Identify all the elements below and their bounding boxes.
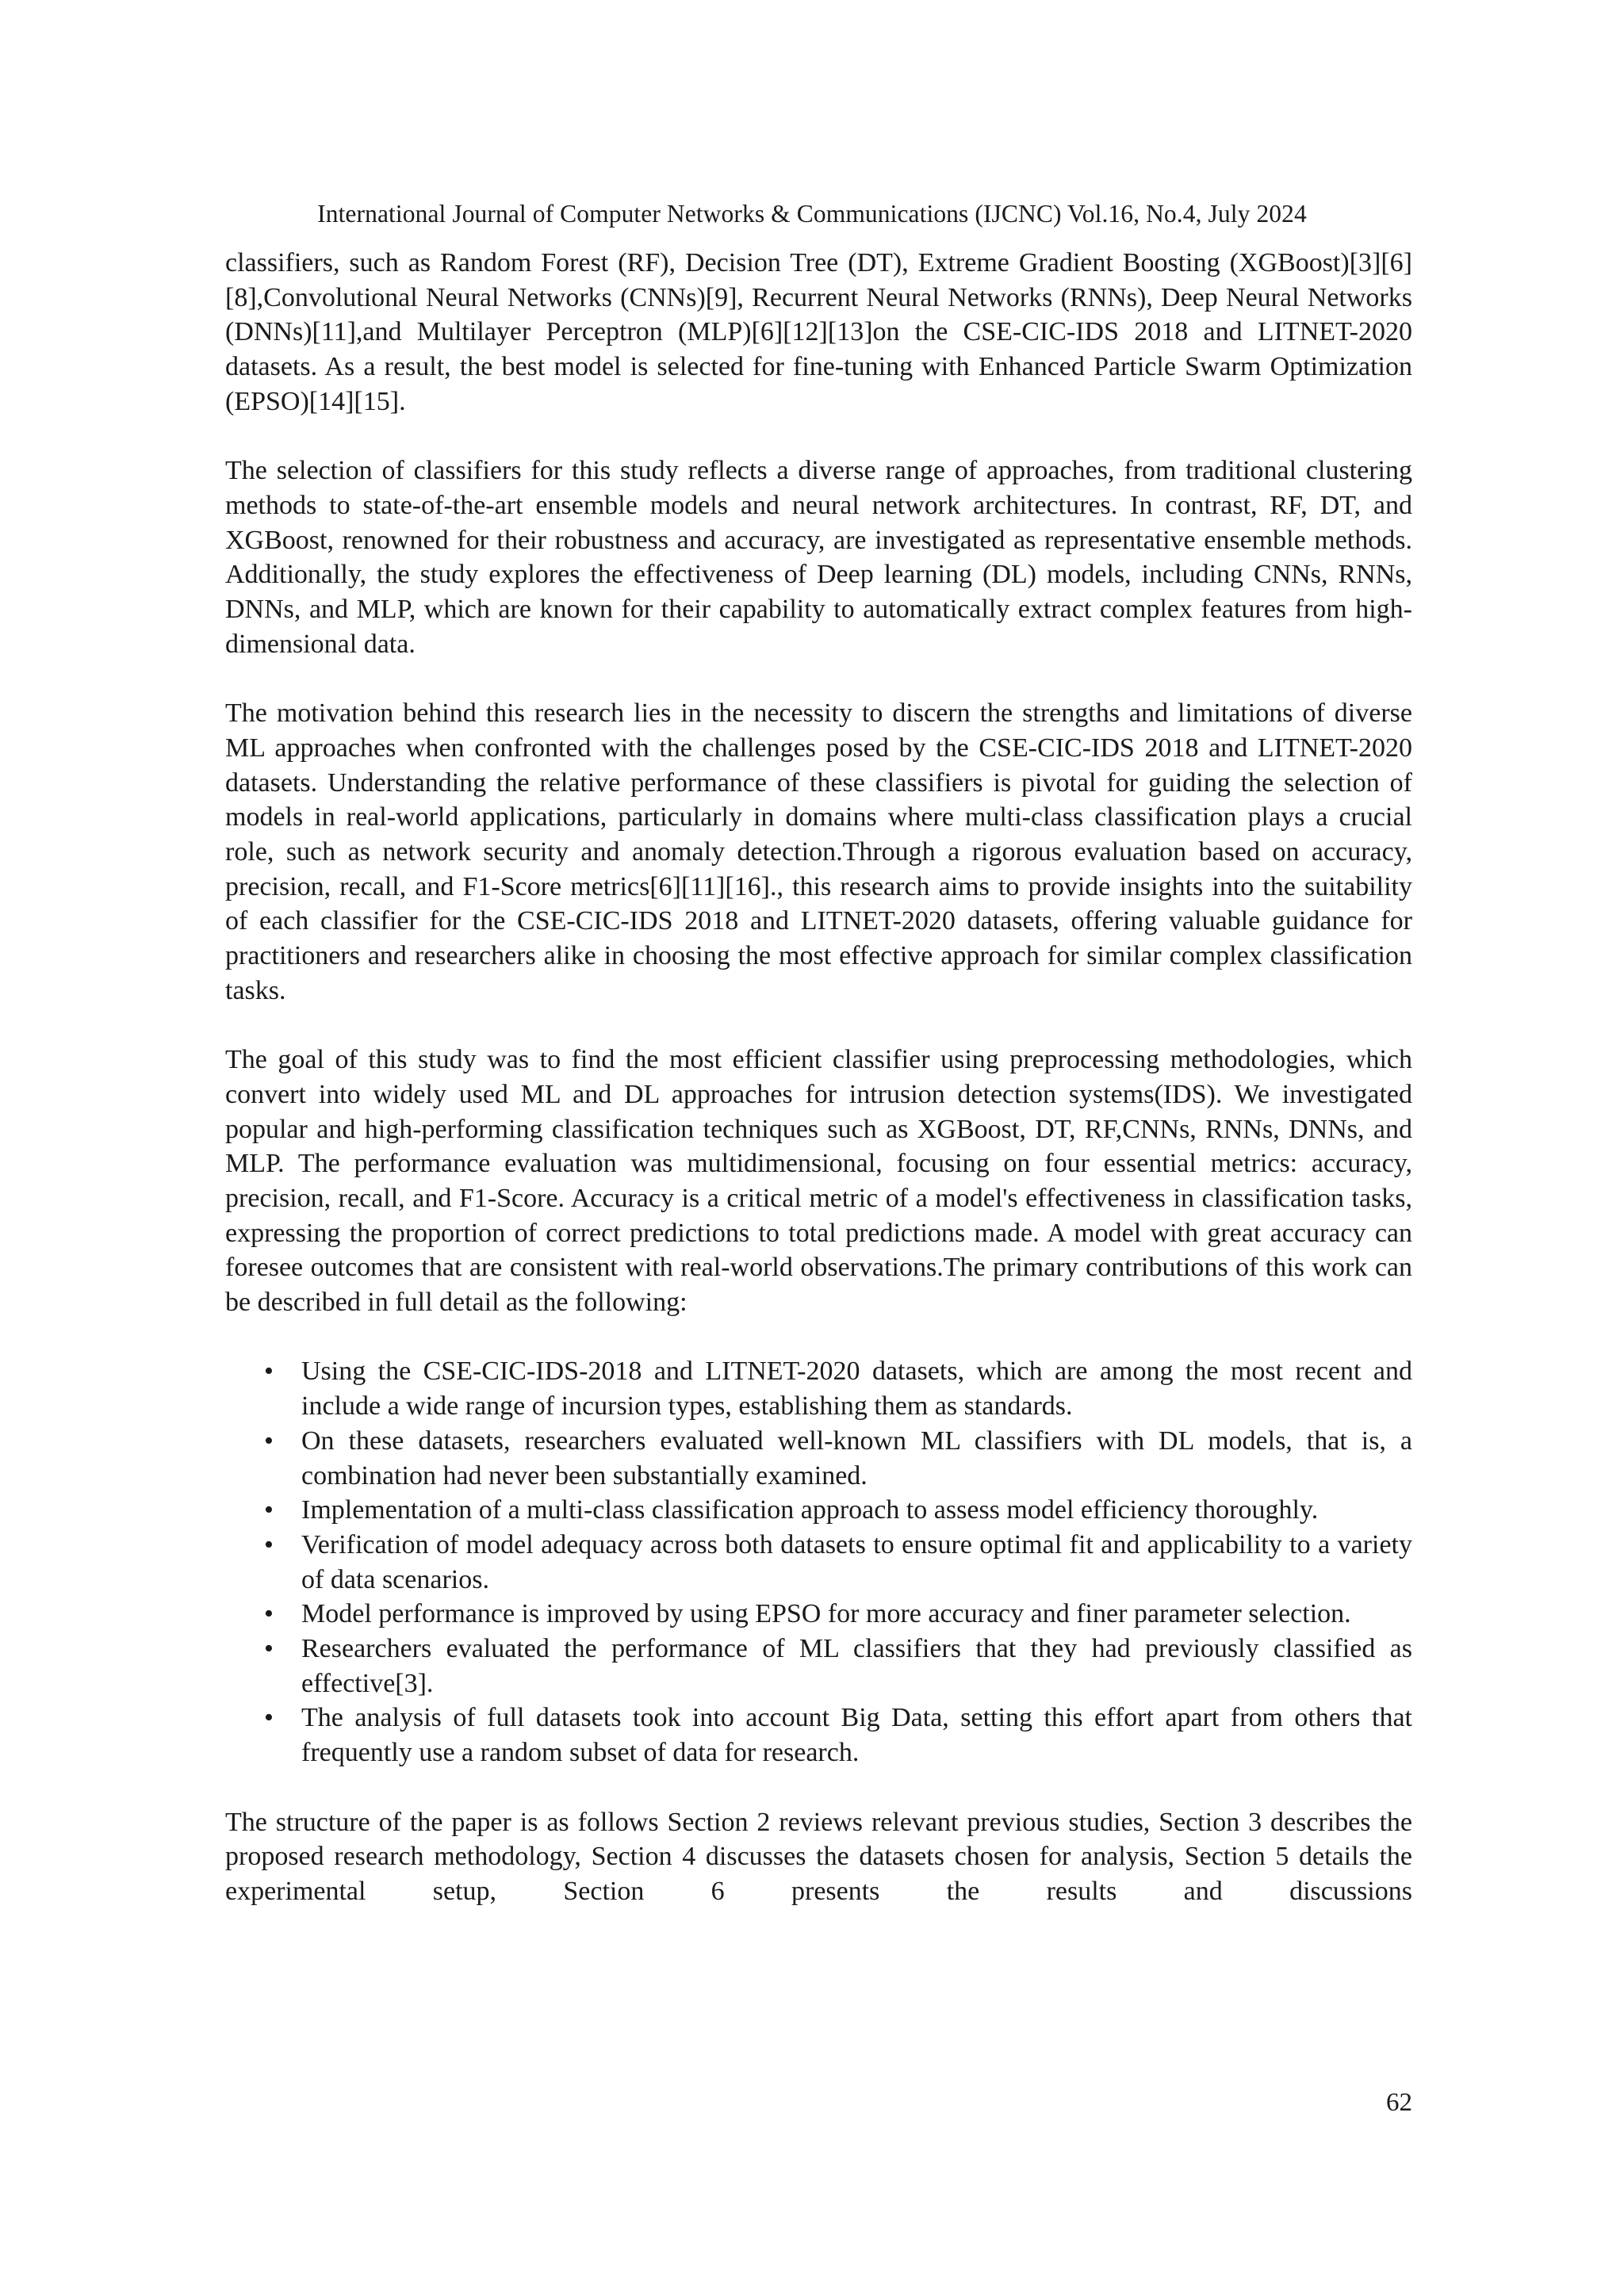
running-header: International Journal of Computer Networks & Communications (IJCNC) Vol.16, No.4, July 2024 [317, 200, 1307, 228]
list-item-text: Using the CSE-CIC-IDS-2018 and LITNET-2020 datasets, which are among the most recent and include a wide range of incursion types, establishing them as standards. [301, 1357, 1412, 1422]
bullet-icon: • [264, 1495, 274, 1525]
bullet-icon: • [264, 1529, 274, 1559]
paragraph-motivation: The motivation behind this research lies in the necessity to discern the strengths and limitations of diverse ML approaches when confronted with the challenges posed by the CSE-CIC-IDS 2018 and LITNET-2020 datasets. Understanding the relative performance of these classifiers is pivotal for guiding the selection of models in real-world applications, particularly in domains where multi-class classification plays a crucial role, such as network security and anomaly detection.Through a rigorous evaluation based on accuracy, precision, recall, and F1-Score metrics[6][11][16]., this research aims to provide insights into the suitability of each classifier for the CSE-CIC-IDS 2018 and LITNET-2020 datasets, offering valuable guidance for practitioners and researchers alike in choosing the most effective approach for similar complex classification tasks. [225, 698, 1412, 1005]
list-item-text: Model performance is improved by using EPSO for more accuracy and finer parameter selection. [301, 1599, 1351, 1629]
list-item [225, 1528, 1412, 1597]
list-item [225, 1424, 1412, 1493]
list-item [225, 1354, 1412, 1423]
list-item-text: Verification of model adequacy across both datasets to ensure optimal fit and applicability to a variety of data scenarios. [301, 1529, 1412, 1594]
bullet-icon: • [264, 1703, 274, 1733]
list-item-text: The analysis of full datasets took into account Big Data, setting this effort apart from others that frequently use a random subset of data for research. [301, 1703, 1412, 1768]
paragraph-classifier-selection: The selection of classifiers for this study reflects a diverse range of approaches, from traditional clustering methods to state-of-the-art ensemble models and neural network architectures. In contrast, RF, DT, and XGBoost, renowned for their robustness and accuracy, are investigated as representative ensemble methods. Additionally, the study explores the effectiveness of Deep learning (DL) models, including CNNs, RNNs, DNNs, and MLP, which are known for their capability to automatically extract complex features from high-dimensional data. [225, 456, 1412, 659]
bullet-icon: • [264, 1357, 274, 1387]
list-item [225, 1632, 1412, 1701]
list-item [225, 1493, 1412, 1528]
page-number: 62 [1386, 2088, 1412, 2117]
list-item [225, 1701, 1412, 1770]
list-item-text: Researchers evaluated the performance of ML classifiers that they had previously classified as effective[3]. [301, 1634, 1412, 1698]
list-item-text: On these datasets, researchers evaluated well-known ML classifiers with DL models, that is, a combination had never been substantially examined. [301, 1425, 1412, 1490]
contributions-list [225, 1354, 1412, 1770]
paragraph-study-goal: The goal of this study was to find the most efficient classifier using preprocessing methodologies, which convert into widely used ML and DL approaches for intrusion detection systems(IDS). We investigated popular and high-performing classification techniques such as XGBoost, DT, RF,CNNs, RNNs, DNNs, and MLP. The performance evaluation was multidimensional, focusing on four essential metrics: accuracy, precision, recall, and F1-Score. Accuracy is a critical metric of a model's effectiveness in classification tasks, expressing the proportion of correct predictions to total predictions made. A model with great accuracy can foresee outcomes that are consistent with real-world observations.The primary contributions of this work can be described in full detail as the following: [225, 1045, 1412, 1318]
list-item [225, 1597, 1412, 1632]
list-item-text: Implementation of a multi-class classification approach to assess model efficiency thoroughly. [301, 1495, 1319, 1525]
page-body [225, 246, 1412, 1909]
paragraph-classifiers-list: classifiers, such as Random Forest (RF), Decision Tree (DT), Extreme Gradient Boosting (XGBoost)[3][6][8],Convolutional Neural Networks (CNNs)[9], Recurrent Neural Networks (RNNs), Deep Neural Networks (DNNs)[11],and Multilayer Perceptron (MLP)[6][12][13]on the CSE-CIC-IDS 2018 and LITNET-2020 datasets. As a result, the best model is selected for fine-tuning with Enhanced Particle Swarm Optimization (EPSO)[14][15]. [225, 248, 1412, 416]
bullet-icon: • [264, 1599, 274, 1629]
bullet-icon: • [264, 1634, 274, 1664]
bullet-icon: • [264, 1425, 274, 1456]
paragraph-paper-structure: The structure of the paper is as follows Section 2 reviews relevant previous studies, Section 3 describes the proposed research methodology, Section 4 discusses the datasets chosen for analysis, Section 5 details the experimental setup, Section 6 presents the results and discussions [225, 1807, 1412, 1906]
